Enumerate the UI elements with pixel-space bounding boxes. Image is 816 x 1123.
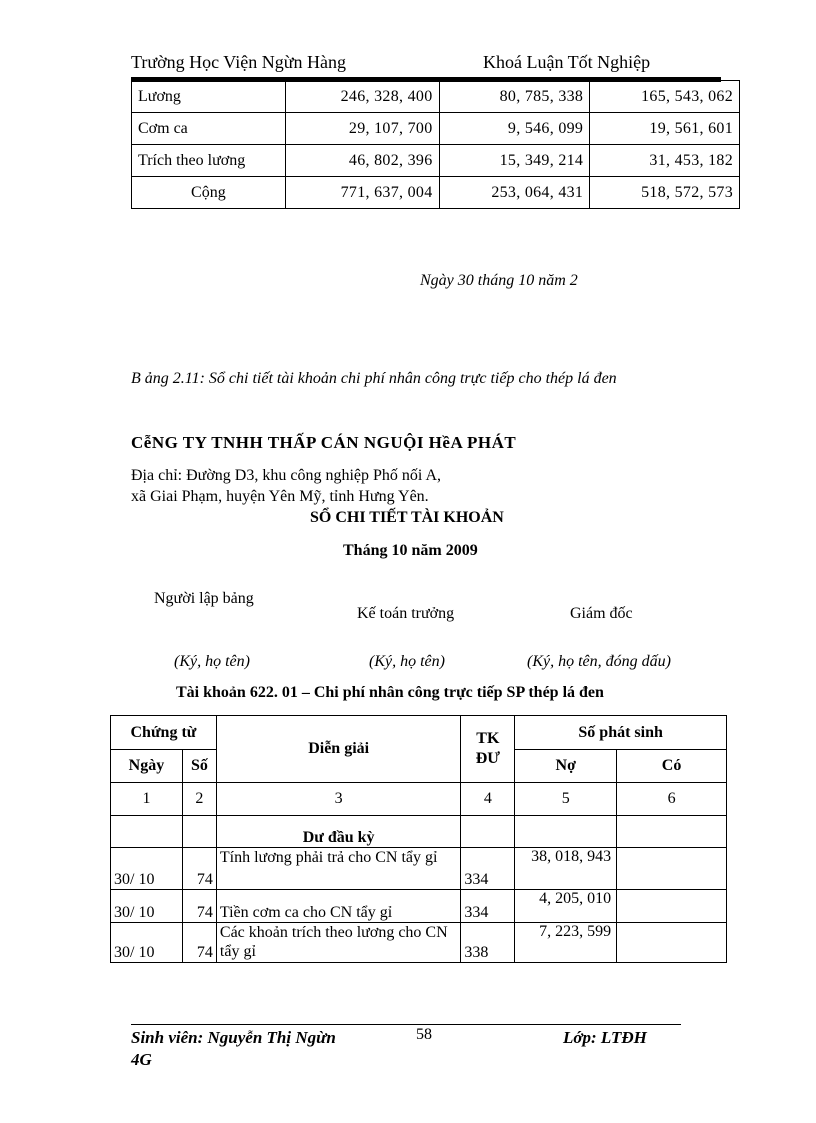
row-credit [617, 923, 727, 963]
header-thesis: Khoá Luận Tốt Nghiệp [483, 52, 651, 72]
header-school: Trường Học Viện Ngừn Hàng [131, 52, 346, 72]
ledger-title: SỔ CHI TIẾT TÀI KHOẢN [310, 509, 504, 526]
footer-rule [131, 1024, 681, 1025]
date-header: Ngày [111, 750, 183, 783]
table-row [111, 923, 727, 963]
table-row [132, 145, 740, 177]
footer-student-cont: 4G [131, 1050, 152, 1069]
column-number: 1 [111, 783, 183, 816]
column-number: 2 [182, 783, 216, 816]
header-row [111, 716, 727, 750]
credit-header: Có [617, 750, 727, 783]
table-row [111, 890, 727, 923]
row-debit: 4, 205, 010 [515, 890, 617, 923]
cell-value: 253, 064, 431 [439, 177, 590, 209]
contra-account-header: TK ĐƯ [461, 716, 515, 783]
signature-director: Giám đốc [570, 605, 633, 622]
row-description: Tính lương phải trả cho CN tẩy gỉ [216, 848, 461, 890]
page-number: 58 [416, 1026, 432, 1043]
account-line: Tài khoản 622. 01 – Chi phí nhân công trực tiếp SP thép lá đen [176, 684, 604, 701]
table-row-total [132, 177, 740, 209]
cell-value: 771, 637, 004 [285, 177, 439, 209]
row-number: 74 [182, 848, 216, 890]
company-name: CễNG TY TNHH THẤP CÁN NGUỘI HềA PHÁT [131, 433, 517, 452]
cell-value: 9, 546, 099 [439, 113, 590, 145]
voucher-header: Chứng từ [111, 716, 217, 750]
company-address-line1: Địa chỉ: Đường D3, khu công nghiệp Phố nối A, [131, 467, 441, 484]
row-date: 30/ 10 [111, 923, 183, 963]
number-header: Số [182, 750, 216, 783]
table-row [132, 81, 740, 113]
row-debit: 38, 018, 943 [515, 848, 617, 890]
footer-student: Sinh viên: Nguyễn Thị Ngừn [131, 1028, 336, 1047]
column-number: 3 [216, 783, 461, 816]
row-number: 74 [182, 890, 216, 923]
cell-value: 19, 561, 601 [590, 113, 740, 145]
cell-value: 15, 349, 214 [439, 145, 590, 177]
column-number: 5 [515, 783, 617, 816]
signature-director-note: (Ký, họ tên, đóng dấu) [527, 653, 671, 670]
row-credit [617, 890, 727, 923]
amounts-header: Số phát sinh [515, 716, 727, 750]
signature-preparer: Người lập bảng [154, 590, 254, 607]
cell-value: 46, 802, 396 [285, 145, 439, 177]
cell-value: 165, 543, 062 [590, 81, 740, 113]
row-label: Trích theo lương [132, 145, 286, 177]
row-debit: 7, 223, 599 [515, 923, 617, 963]
footer-class: Lớp: LTĐH [563, 1028, 647, 1047]
signature-chief-accountant: Kế toán trưởng [357, 605, 455, 622]
row-description: Tiền cơm ca cho CN tẩy gỉ [216, 890, 461, 923]
column-number-row [111, 783, 727, 816]
description-header: Diễn giải [216, 716, 461, 783]
ledger-month: Tháng 10 năm 2009 [343, 542, 478, 559]
debit-header: Nợ [515, 750, 617, 783]
column-number: 6 [617, 783, 727, 816]
row-credit [617, 848, 727, 890]
cell-value: 29, 107, 700 [285, 113, 439, 145]
row-label: Cộng [132, 177, 286, 209]
table-row [111, 848, 727, 890]
opening-balance-row [111, 816, 727, 848]
ledger-table [110, 715, 727, 963]
cell-value: 80, 785, 338 [439, 81, 590, 113]
row-account: 334 [461, 848, 515, 890]
row-account: 338 [461, 923, 515, 963]
row-label: Lương [132, 81, 286, 113]
row-account: 334 [461, 890, 515, 923]
signature-preparer-note: (Ký, họ tên) [174, 653, 250, 670]
table-row [132, 113, 740, 145]
summary-table [131, 80, 740, 209]
signature-chief-accountant-note: (Ký, họ tên) [369, 653, 445, 670]
row-description: Các khoản trích theo lương cho CN tẩy gỉ [216, 923, 461, 963]
cell-value: 518, 572, 573 [590, 177, 740, 209]
row-date: 30/ 10 [111, 890, 183, 923]
opening-balance-label: Dư đầu kỳ [216, 816, 461, 848]
row-label: Cơm ca [132, 113, 286, 145]
cell-value: 246, 328, 400 [285, 81, 439, 113]
date-line: Ngày 30 tháng 10 năm 2 [420, 272, 578, 289]
column-number: 4 [461, 783, 515, 816]
row-number: 74 [182, 923, 216, 963]
row-date: 30/ 10 [111, 848, 183, 890]
cell-value: 31, 453, 182 [590, 145, 740, 177]
company-address-line2: xã Giai Phạm, huyện Yên Mỹ, tỉnh Hưng Yên. [131, 488, 429, 505]
table-caption: B ảng 2.11: Sổ chi tiết tài khoản chi phí nhân công trực tiếp cho thép lá đen [131, 370, 617, 387]
